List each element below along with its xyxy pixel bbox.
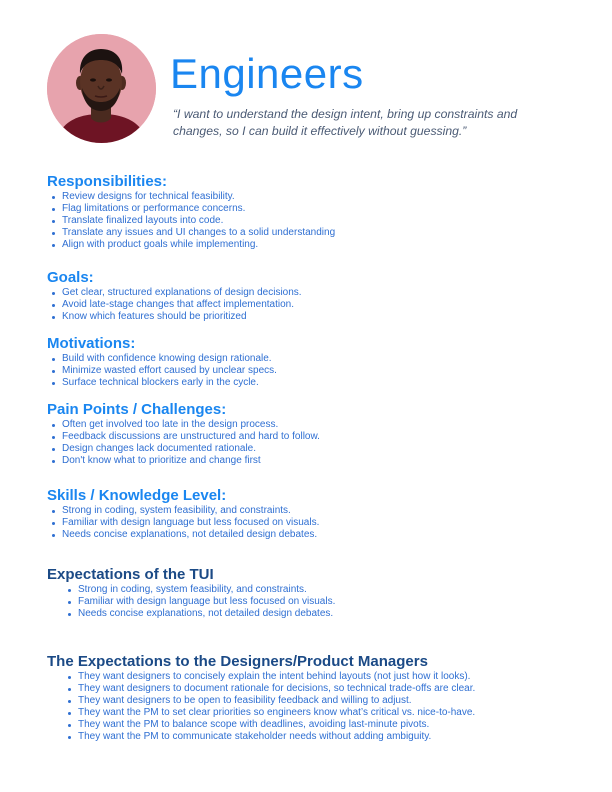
list-item: Strong in coding, system feasibility, and constraints. xyxy=(47,505,587,517)
persona-quote: “I want to understand the design intent, bring up constraints and changes, so I can build it effectively without guessing.” xyxy=(173,107,518,138)
bullet-list xyxy=(47,671,587,743)
bullet-list xyxy=(47,353,587,389)
list-item: Build with confidence knowing design rationale. xyxy=(47,353,587,365)
list-item: Surface technical blockers early in the cycle. xyxy=(47,377,587,389)
list-item: Familiar with design language but less focused on visuals. xyxy=(47,596,587,608)
list-item: Translate any issues and UI changes to a solid understanding xyxy=(47,227,587,239)
bullet-list xyxy=(47,505,587,541)
bullet-list xyxy=(47,287,587,323)
bullet-list xyxy=(47,419,587,467)
list-item: Strong in coding, system feasibility, and constraints. xyxy=(47,584,587,596)
list-item: Needs concise explanations, not detailed design debates. xyxy=(47,529,587,541)
list-item: Flag limitations or performance concerns. xyxy=(47,203,587,215)
bullet-list xyxy=(47,191,587,251)
list-item: Familiar with design language but less focused on visuals. xyxy=(47,517,587,529)
section-heading: Expectations of the TUI xyxy=(47,566,214,583)
list-item: Align with product goals while implementing. xyxy=(47,239,587,251)
list-item: They want designers to concisely explain the intent behind layouts (not just how it looks). xyxy=(47,671,587,683)
section-pain-points xyxy=(47,402,587,467)
section-heading: Responsibilities: xyxy=(47,173,168,190)
section-expectations-designers-pms xyxy=(47,654,587,743)
page-title: Engineers xyxy=(170,50,364,97)
list-item: They want the PM to communicate stakeholder needs without adding ambiguity. xyxy=(47,731,587,743)
section-heading: Pain Points / Challenges: xyxy=(47,401,227,418)
list-item: Know which features should be prioritized xyxy=(47,311,587,323)
avatar xyxy=(47,34,156,143)
list-item: They want designers to document rationale for decisions, so technical trade-offs are clear. xyxy=(47,683,587,695)
list-item: Often get involved too late in the design process. xyxy=(47,419,587,431)
list-item: Needs concise explanations, not detailed design debates. xyxy=(47,608,587,620)
section-heading: Skills / Knowledge Level: xyxy=(47,487,227,504)
person-portrait-image xyxy=(47,34,156,143)
list-item: Minimize wasted effort caused by unclear specs. xyxy=(47,365,587,377)
list-item: They want the PM to balance scope with deadlines, avoiding last-minute pivots. xyxy=(47,719,587,731)
list-item: They want the PM to set clear priorities so engineers know what’s critical vs. nice-to-have. xyxy=(47,707,587,719)
section-heading: Goals: xyxy=(47,269,94,286)
list-item: Get clear, structured explanations of design decisions. xyxy=(47,287,587,299)
list-item: Design changes lack documented rationale. xyxy=(47,443,587,455)
section-motivations xyxy=(47,336,587,389)
section-expectations-tui xyxy=(47,567,587,620)
bullet-list xyxy=(47,584,587,620)
section-heading: Motivations: xyxy=(47,335,136,352)
list-item: Don't know what to prioritize and change first xyxy=(47,455,587,467)
section-responsibilities xyxy=(47,174,587,251)
section-goals xyxy=(47,270,587,323)
list-item: Avoid late-stage changes that affect implementation. xyxy=(47,299,587,311)
list-item: Translate finalized layouts into code. xyxy=(47,215,587,227)
section-skills xyxy=(47,488,587,541)
section-heading: The Expectations to the Designers/Product Managers xyxy=(47,653,428,670)
list-item: Feedback discussions are unstructured and hard to follow. xyxy=(47,431,587,443)
list-item: Review designs for technical feasibility. xyxy=(47,191,587,203)
list-item: They want designers to be open to feasibility feedback and willing to adjust. xyxy=(47,695,587,707)
